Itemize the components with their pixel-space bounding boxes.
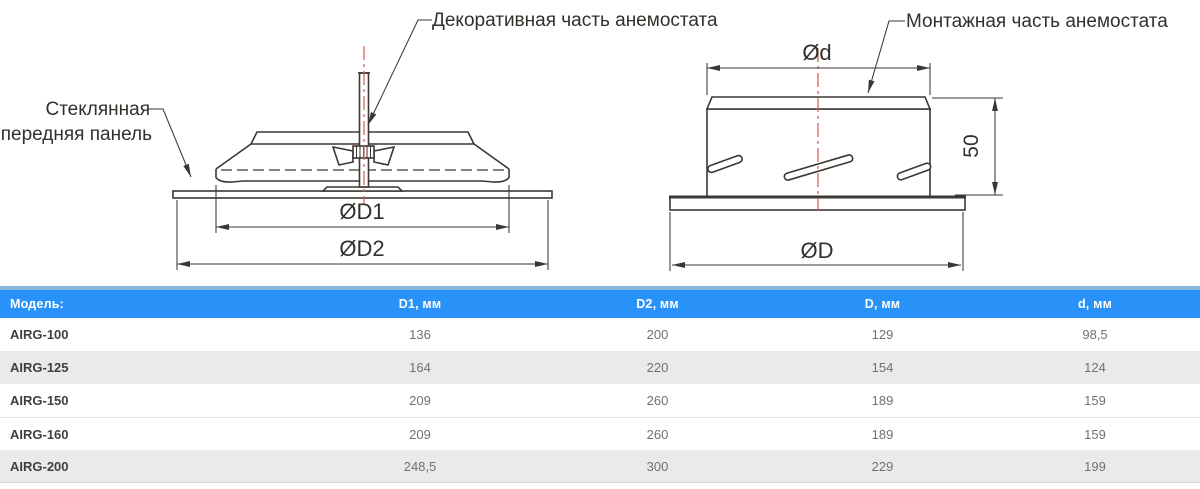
- decorative-part-view: [1, 10, 718, 270]
- mounting-part-label: Монтажная часть анемостата: [906, 11, 1168, 32]
- d1-cell: 248,5: [403, 458, 437, 474]
- wing-nut-left-wing: [333, 147, 353, 165]
- d2-cell: 260: [646, 393, 669, 408]
- table-row: [0, 351, 1200, 384]
- header-d1: D1, мм: [398, 297, 442, 311]
- table-row: [0, 318, 1200, 351]
- d1-cell: 209: [409, 393, 431, 408]
- d1-cell: 209: [409, 426, 431, 442]
- header-d-small: d, мм: [1077, 297, 1113, 311]
- dim-height-label: 50: [960, 134, 983, 158]
- glass-panel-label-line2: передняя панель: [0, 124, 152, 145]
- d-small-cell: 159: [1084, 393, 1106, 408]
- d1-cell: 136: [409, 327, 431, 342]
- d2-cell: 300: [646, 458, 669, 474]
- mounting-part-view: [669, 11, 1168, 271]
- d2-cell: 260: [646, 426, 669, 442]
- header-model: Модель:: [10, 297, 64, 311]
- table-row: [0, 417, 1200, 450]
- dim-d1-label: ØD1: [339, 199, 385, 224]
- header-d2: D2, мм: [636, 297, 679, 311]
- d-small-cell: 199: [1084, 458, 1106, 474]
- glass-panel-label-line1: Стеклянная: [45, 99, 150, 120]
- dim-d-small-label: Ød: [802, 40, 832, 65]
- d-small-cell: 124: [1084, 360, 1106, 375]
- d-cell: 189: [871, 426, 894, 442]
- dimensions-table: [0, 286, 1200, 483]
- d-small-cell: 98,5: [1082, 327, 1108, 342]
- d2-cell: 200: [646, 327, 669, 342]
- header-d: D, мм: [864, 297, 901, 311]
- d-cell: 229: [871, 458, 894, 474]
- dim-d-big-label: ØD: [800, 238, 834, 263]
- d-cell: 154: [871, 360, 894, 375]
- decorative-part-label: Декоративная часть анемостата: [432, 10, 718, 31]
- model-cell: AIRG-160: [10, 426, 69, 442]
- d-cell: 189: [871, 393, 894, 408]
- model-cell: AIRG-200: [10, 458, 69, 474]
- table-header-row: [0, 286, 1200, 318]
- wing-nut-right-wing: [374, 147, 394, 165]
- model-cell: AIRG-100: [10, 327, 69, 342]
- model-cell: AIRG-125: [10, 360, 69, 375]
- d2-cell: 220: [646, 360, 669, 375]
- d1-cell: 164: [409, 360, 431, 375]
- d-small-cell: 159: [1084, 426, 1106, 442]
- table-row: [0, 450, 1200, 483]
- table-row: [0, 384, 1200, 417]
- dim-d2-label: ØD2: [339, 236, 385, 261]
- d-cell: 129: [871, 327, 894, 342]
- model-cell: AIRG-150: [10, 393, 69, 408]
